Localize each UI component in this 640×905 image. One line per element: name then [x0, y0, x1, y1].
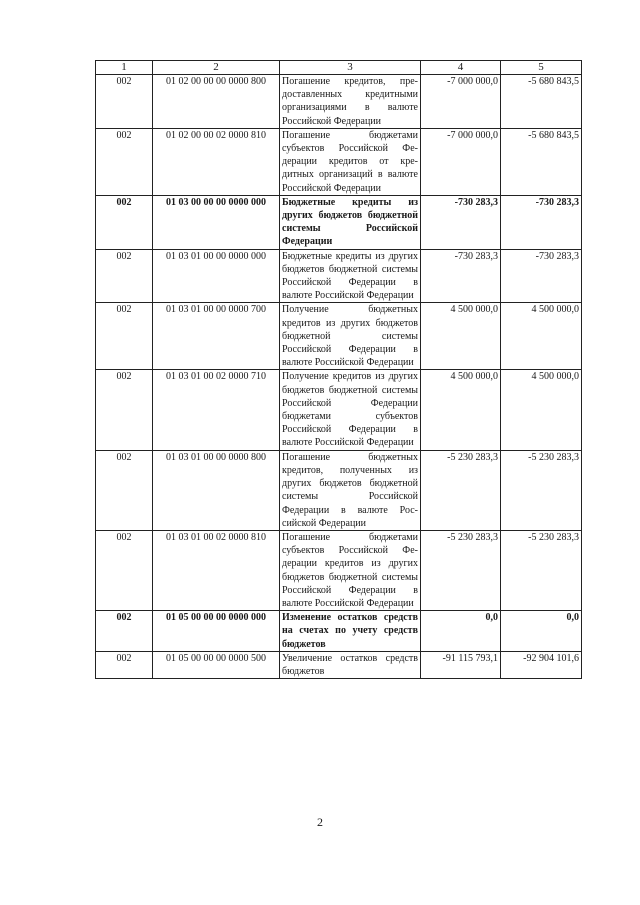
amount-cell: 4 500 000,0	[501, 303, 582, 370]
admin-code-cell: 002	[96, 128, 153, 195]
table-row	[96, 249, 582, 303]
amount-cell: -5 230 283,3	[501, 530, 582, 610]
amount-cell: -730 283,3	[421, 195, 501, 249]
admin-code-cell: 002	[96, 75, 153, 129]
page-number: 2	[317, 815, 323, 829]
description-cell: Погашение бюджетами субъектов Российской Федерации кредитов из других бюджетов бюджетной системы Российской Федерации в валюте Российской Федерации	[280, 530, 421, 610]
column-header-4: 4	[421, 61, 501, 75]
table-row	[96, 611, 582, 652]
amount-cell: -5 680 843,5	[501, 128, 582, 195]
amount-cell: -730 283,3	[501, 249, 582, 303]
table-row	[96, 75, 582, 129]
admin-code-cell: 002	[96, 450, 153, 530]
amount-cell: -730 283,3	[421, 249, 501, 303]
table-row	[96, 195, 582, 249]
amount-cell: 0,0	[421, 611, 501, 652]
description-cell: Погашение кредитов, предоставленных кредитными организациями в валюте Российской Федерации	[280, 75, 421, 129]
description-cell: Бюджетные кредиты из других бюджетов бюджетной системы Российской Федерации	[280, 195, 421, 249]
budget-code-cell: 01 03 01 00 02 0000 810	[153, 530, 280, 610]
table-row	[96, 450, 582, 530]
description-cell: Изменение остатков средств на счетах по учету средств бюджетов	[280, 611, 421, 652]
amount-cell: -91 115 793,1	[421, 651, 501, 678]
amount-cell: -92 904 101,6	[501, 651, 582, 678]
admin-code-cell: 002	[96, 530, 153, 610]
budget-code-cell: 01 03 01 00 00 0000 800	[153, 450, 280, 530]
column-header-1: 1	[96, 61, 153, 75]
description-cell: Получение бюджетных кредитов из других бюджетов бюджетной системы Российской Федерации в валюте Российской Федерации	[280, 303, 421, 370]
budget-code-cell: 01 03 00 00 00 0000 000	[153, 195, 280, 249]
admin-code-cell: 002	[96, 249, 153, 303]
table-row	[96, 370, 582, 450]
admin-code-cell: 002	[96, 370, 153, 450]
amount-cell: -5 680 843,5	[501, 75, 582, 129]
table-row	[96, 651, 582, 678]
table-row	[96, 530, 582, 610]
column-header-3: 3	[280, 61, 421, 75]
amount-cell: -7 000 000,0	[421, 75, 501, 129]
budget-code-cell: 01 02 00 00 02 0000 810	[153, 128, 280, 195]
budget-code-cell: 01 02 00 00 00 0000 800	[153, 75, 280, 129]
budget-code-cell: 01 05 00 00 00 0000 500	[153, 651, 280, 678]
amount-cell: -5 230 283,3	[421, 450, 501, 530]
description-cell: Увеличение остатков средств бюджетов	[280, 651, 421, 678]
amount-cell: 0,0	[501, 611, 582, 652]
amount-cell: 4 500 000,0	[501, 370, 582, 450]
admin-code-cell: 002	[96, 651, 153, 678]
column-header-5: 5	[501, 61, 582, 75]
column-header-2: 2	[153, 61, 280, 75]
description-cell: Погашение бюджетами субъектов Российской Федерации кредитов от кредитных организаций в валюте Российской Федерации	[280, 128, 421, 195]
admin-code-cell: 002	[96, 195, 153, 249]
amount-cell: 4 500 000,0	[421, 303, 501, 370]
budget-code-cell: 01 05 00 00 00 0000 000	[153, 611, 280, 652]
budget-code-cell: 01 03 01 00 02 0000 710	[153, 370, 280, 450]
amount-cell: -5 230 283,3	[501, 450, 582, 530]
admin-code-cell: 002	[96, 611, 153, 652]
header-row	[96, 61, 582, 75]
budget-code-cell: 01 03 01 00 00 0000 700	[153, 303, 280, 370]
amount-cell: -730 283,3	[501, 195, 582, 249]
budget-table	[95, 60, 582, 679]
description-cell: Бюджетные кредиты из других бюджетов бюджетной системы Российской Федерации в валюте Российской Федерации	[280, 249, 421, 303]
amount-cell: -7 000 000,0	[421, 128, 501, 195]
budget-code-cell: 01 03 01 00 00 0000 000	[153, 249, 280, 303]
amount-cell: -5 230 283,3	[421, 530, 501, 610]
description-cell: Погашение бюджетных кредитов, полученных из других бюджетов бюджетной системы Российской Федерации в валюте Российской Федерации	[280, 450, 421, 530]
admin-code-cell: 002	[96, 303, 153, 370]
table-row	[96, 128, 582, 195]
description-cell: Получение кредитов из других бюджетов бюджетной системы Российской Федерации бюджетами субъектов Российской Федерации в валюте Российской Федерации	[280, 370, 421, 450]
amount-cell: 4 500 000,0	[421, 370, 501, 450]
table-row	[96, 303, 582, 370]
